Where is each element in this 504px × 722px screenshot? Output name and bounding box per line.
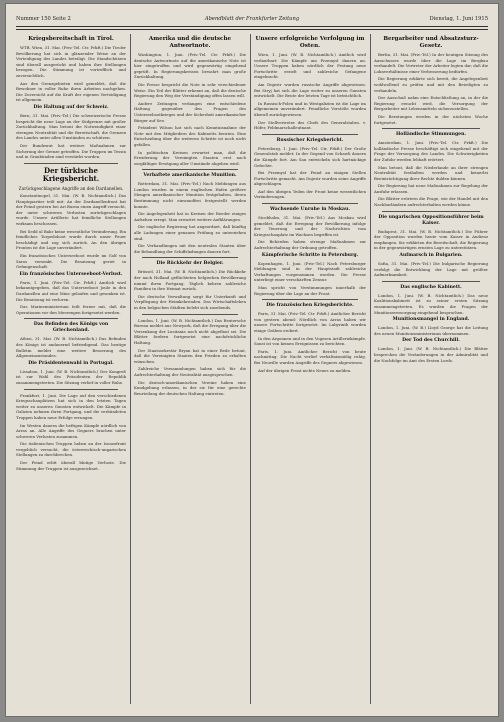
article-paragraph: Paris, 1. Juni. (Priv.-Tel. Ctr. Frkft.) Amtlich wird bekanntgegeben, daß das Unterseeboot Joule in den Dardanellen auf eine Mine gelaufen und gesunken ist. Die Besatzung ist verloren. xyxy=(16,279,126,302)
article-paragraph: Die Regierung erklärte sich bereit, die Angelegenheit wohlwollend zu prüfen und mit den Beteiligten zu verhandeln. xyxy=(374,76,488,93)
article-paragraph: In Russisch-Polen und in Westgalizien ist die Lage im allgemeinen unverändert. Feindliche Vorstöße wurden überall zurückgewiesen. xyxy=(254,100,366,117)
article-paragraph: Brüssel, 31. Mai. (W. B. Nichtamtlich.) Die Rückkehr der nach Holland geflüchteten belgischen Bevölkerung nimmt ihren Fortgang. Täglich kehren zahlreiche Familien in ihre Heimat zurück. xyxy=(134,269,246,292)
article-headline: Ein französisches Unterseeboot-Verlust. xyxy=(19,271,123,277)
article-paragraph: Die Regierung hat neue Maßnahmen zur Regelung der Ausfuhr erlassen. xyxy=(374,183,488,194)
article-paragraph: Bei Przemysl hat der Feind an einigen Stellen Fortschritte gemacht. Am Dnjestr wurden seine Angriffe abgeschlagen. xyxy=(254,170,366,187)
article-paragraph: Das Marineministerium teilt ferner mit, daß die Operationen vor den Meerengen fortgesetzt werden. xyxy=(16,304,126,315)
article-separator xyxy=(382,211,480,212)
article-paragraph: Rotterdam, 31. Mai. (Priv.-Tel.) Nach Meldungen aus London wurden in einem englischen Hafen größere Mengen amerikanischer Munition festgehalten, deren Bestimmung nicht einwandfrei festgestellt werden konnte. xyxy=(134,181,246,209)
column-3 xyxy=(254,34,366,704)
article-subheadline: Zurückgeschlagene Angriffe an den Dardanellen. xyxy=(18,185,124,191)
column-2 xyxy=(134,34,246,704)
article-separator xyxy=(382,128,480,129)
article-paragraph: Auf den übrigen Teilen der Front keine wesentlichen Veränderungen. xyxy=(254,188,366,200)
article-paragraph: Stockholm, 31. Mai. (Priv.-Tel.) Aus Moskau wird gemeldet, daß die Erregung der Bevölkerung infolge der Teuerung und der Nachrichten vom Kriegsschauplatz im Wachsen begriffen ist. xyxy=(254,215,366,237)
article-paragraph: Die Verhandlungen mit den neutralen Staaten über die Behandlung der Schiffsladungen dauern fort. xyxy=(134,243,246,254)
article-paragraph: Ein französisches Unterseeboot wurde im Golf von Saros versenkt. Die Besatzung geriet in Gefangenschaft. xyxy=(16,253,126,270)
article-headline: Der Tod des Churchill. xyxy=(402,338,460,344)
article-separator xyxy=(382,281,480,282)
masthead-rule xyxy=(16,26,488,27)
article-paragraph: Bei Sedd ul Bahr keine wesentliche Veränderung. Ein feindliches Torpedoboot wurde durch unser Feuer beschädigt und zog sich zurück. An den übrigen Fronten ist die Lage unverändert. xyxy=(16,228,126,251)
article-paragraph: Paris, 1. Juni. Amtlicher Bericht von heute nachmittag: Die Nacht verlief verhältnismäßig ruhig. Bei Neuville wurden Angriffe des Gegners abgewiesen. xyxy=(254,348,366,365)
article-paragraph: Sofia, 31. Mai. (Priv.-Tel.) Die bulgarische Regierung verfolgt die Entwicklung der Lage mit größter Aufmerksamkeit. xyxy=(374,261,488,278)
issue-date: Dienstag, 1. Juni 1915 xyxy=(429,16,488,22)
article-paragraph: Washington, 1. Juni. (Priv.-Tel. Ctr. Frkft.) Die deutsche Antwortnote auf die amerikanische Note ist hier eingetroffen und wird gegenwärtig eingehend geprüft. In Regierungskreisen bewahrt man große Zurückhaltung. xyxy=(134,52,246,80)
article-headline: Russischer Kriegsbericht. xyxy=(276,137,344,143)
article-headline: Das englische Kabinett. xyxy=(400,284,462,290)
newspaper-page xyxy=(6,4,498,716)
article-headline: Holländische Stimmungen. xyxy=(395,132,467,138)
article-paragraph: Frankfurt, 1. Juni. Die Lage auf den verschiedenen Kriegsschauplätzen hat sich in den letzten Tagen weiter zu unseren Gunsten entwickelt. Die Kämpfe in Galizien nehmen ihren Fortgang, und die verbündeten Truppen haben neue Erfolge errungen. xyxy=(16,392,126,420)
article-paragraph: London, 1. Juni. (W. B. Nichtamtlich.) Das Reutersche Bureau meldet aus Newyork, daß die Erregung über die Versenkung der Lusitania noch nicht abgeflaut sei. Die Blätter fordern fortgesetzt eine nachdrückliche Haltung. xyxy=(134,317,246,345)
article-paragraph: In politischen Kreisen erwartet man, daß die Erwiderung der Vereinigten Staaten erst nach sorgfältiger Erwägung aller Umstände abgehen wird. xyxy=(134,149,246,166)
article-headline: Unsere erfolgreiche Verfolgung im Osten. xyxy=(255,36,365,49)
masthead-rule-thin xyxy=(16,29,488,30)
article-headline: Aufmarsch in Bulgarien. xyxy=(399,253,463,259)
column-1 xyxy=(16,34,126,704)
article-paragraph: Amsterdam, 1. Juni. (Priv.-Tel. Ctr. Frkft.) Die holländische Presse beschäftigt sich eingehend mit der Frage der Versorgung des Landes. Die Schwierigkeiten der Zufuhr werden lebhaft erörtert. xyxy=(374,140,488,162)
article-headline: Die ungarischen Oppositionsführer beim Kaiser. xyxy=(378,214,484,226)
article-paragraph: Die Angelegenheit hat in Kreisen der Reeder einiges Aufsehen erregt. Man erwartet weitere Aufklärungen. xyxy=(134,211,246,222)
article-paragraph: Andere Zeitungen verlangen eine entschiedene Haltung gegenüber den Fragen des Unterseebootkrieges und der Sicherheit amerikanischer Bürger auf See. xyxy=(134,100,246,123)
article-paragraph: Paris, 31. Mai. (Priv.-Tel. Ctr. Frkft.) Amtlicher Bericht von gestern abend: Nördlich von Arras haben wir unsere Fortschritte fortgesetzt. Im Labyrinth wurden einige Gräben erobert. xyxy=(254,311,366,333)
article-paragraph: Man betont, daß die Niederlande an ihrer strengen Neutralität festhalten werden und keinerlei Beeinträchtigung ihrer Rechte dulden können. xyxy=(374,164,488,181)
article-paragraph: Die italienischen Truppen haben an der Isonzofront vergeblich versucht, die österreichisch-ungarischen Stellungen zu durchbrechen. xyxy=(16,441,126,458)
article-headline: Der türkische Kriegsbericht. xyxy=(42,165,100,184)
article-headline: Verhaftete amerikanische Munition. xyxy=(143,173,237,179)
article-separator xyxy=(262,134,358,135)
article-headline: Die Haltung auf der Schweiz. xyxy=(33,104,109,110)
article-separator xyxy=(142,257,238,258)
article-paragraph: Die deutsch-amerikanischen Vereine haben eine Kundgebung erlassen, in der sie für eine gerechte Beurteilung der deutschen Haltung eintreten. xyxy=(134,379,246,396)
article-headline: Die Präsidentenwahl in Portugal. xyxy=(28,360,114,366)
article-paragraph: Konstantinopel, 31. Mai. (W. B. Nichtamtlich.) Das Hauptquartier teilt mit: An der Dardanellenfront hat der Feind gestern bei Ari Burnu einen Angriff versucht, der unter schweren Verlusten zurückgeschlagen wurde. Unsere Artillerie hat feindliche Stellungen wirksam beschossen. xyxy=(16,193,126,227)
column-4 xyxy=(374,34,488,704)
article-headline: Das Befinden des Königs von Griechenland. xyxy=(33,322,109,334)
article-paragraph: Zahlreiche Versammlungen haben sich für die Aufrechterhaltung der Neutralität ausgesprochen. xyxy=(134,366,246,377)
article-headline: Kämpferische Schritte in Petersburg. xyxy=(261,252,359,258)
article-paragraph: Die Presse bespricht die Note in sehr verschiedener Weise. Ein Teil der Blätter erkennt an, daß die deutsche Regierung den Weg der Verständigung offen lassen will. xyxy=(134,81,246,99)
article-paragraph: Die englische Regierung hat angeordnet, daß künftig alle Ladungen einer genauen Prüfung zu unterziehen sind. xyxy=(134,224,246,241)
article-paragraph: Bern, 31. Mai. (Priv.-Tel.) Die schweizerische Presse bespricht die neue Lage an der Südgrenze mit großer Zurückhaltung. Man betont die Notwendigkeit einer strengen Neutralität und die Bereitschaft, die Grenzen des Landes unter allen Umständen zu schützen. xyxy=(16,112,126,141)
article-paragraph: London, 1. Juni. (W. B.) Lloyd George hat die Leitung des neuen Munitionsministeriums übernommen. xyxy=(374,325,488,336)
article-paragraph: Budapest, 31. Mai. (W. B. Nichtamtlich.) Die Führer der Opposition wurden heute vom Kaiser in Audienz empfangen. Sie erklärten die Bereitschaft, die Regierung in der gegenwärtigen ernsten Lage zu unterstützen. xyxy=(374,228,488,251)
article-paragraph: Die Beratungen werden in der nächsten Woche fortgesetzt. xyxy=(374,113,488,125)
article-paragraph: Präsident Wilson hat sich nach Kenntnisnahme der Note mit den Mitgliedern des Kabinetts beraten. Eine Entscheidung über die weiteren Schritte ist noch nicht gefallen. xyxy=(134,125,246,147)
article-paragraph: Am Dnjestr wurden russische Angriffe abgewiesen. Bei Stryj hat sich die Lage weiter zu unseren Gunsten entwickelt. Die Beute der letzten Tage ist beträchtlich. xyxy=(254,81,366,99)
article-separator xyxy=(24,389,118,390)
article-paragraph: Die Behörden haben strenge Maßnahmen zur Aufrechterhaltung der Ordnung getroffen. xyxy=(254,239,366,251)
article-separator xyxy=(262,203,358,204)
article-headline: Die Rückkehr der Belgier. xyxy=(156,261,224,267)
article-paragraph: Wien, 1. Juni. (W. B. Nichtamtlich.) Amtlich wird verlautbart: Die Kämpfe um Przemysl dauern an. Unsere Truppen haben nördlich der Festung neue Fortschritte erzielt und zahlreiche Gefangene eingebracht. xyxy=(254,52,366,80)
article-headline: Munitionsmangel in England. xyxy=(392,317,470,323)
column-divider xyxy=(250,34,251,704)
article-paragraph: In den Argonnen und in den Vogesen Artilleriekämpfe. Sonst ist von keinen Ereignissen zu berichten. xyxy=(254,335,366,347)
article-separator xyxy=(142,169,238,170)
article-paragraph: Der Bundesrat hat weitere Maßnahmen zur Sicherung der Grenze getroffen. Die Truppen im Tessin und in Graubünden sind verstärkt worden. xyxy=(16,142,126,160)
article-paragraph: Im Westen dauern die heftigen Kämpfe nördlich von Arras an. Alle Angriffe des Gegners brachen unter schweren Verlusten zusammen. xyxy=(16,422,126,439)
article-paragraph: Der Ausschuß nahm eine Entschließung an, in der die Regierung ersucht wird, die Versorgung der Bergarbeiter mit Lebensmitteln sicherzustellen. xyxy=(374,95,488,112)
article-paragraph: Petersburg, 1. Juni. (Priv.-Tel. Ctr. Frkft.) Der Große Generalstab meldet: In der Gegend von Schawli dauern die Kämpfe fort. Am San entwickeln sich hartnäckige Gefechte. xyxy=(254,145,366,168)
article-paragraph: Der Staatssekretär Bryan hat in einer Rede betont, daß die Vereinigten Staaten den Frieden zu erhalten wünschen. xyxy=(134,347,246,364)
article-separator xyxy=(262,299,358,300)
article-headline: Amerika und die deutsche Antwortnote. xyxy=(148,36,232,49)
column-divider xyxy=(370,34,371,704)
article-separator xyxy=(142,314,238,315)
article-paragraph: Man spricht von Verstimmungen innerhalb der Regierung über die Lage an der Front. xyxy=(254,285,366,296)
article-paragraph: Lissabon, 1. Juni. (W. B. Nichtamtlich.) Der Kongreß ist zur Wahl des Präsidenten der Republik zusammengetreten. Die Sitzung verlief in voller Ruhe. xyxy=(16,368,126,385)
article-headline: Die französischen Kriegsberichte. xyxy=(266,303,354,309)
issue-number: Nummer 150 Seite 2 xyxy=(16,16,71,22)
article-paragraph: London, 1. Juni. (W. B. Nichtamtlich.) Das neue Koalitionskabinett ist zu seiner ersten Sitzung zusammengetreten. Es wurden die Fragen der Munitionsversorgung eingehend besprochen. xyxy=(374,292,488,315)
article-headline: Bergarbeiter und Absatzsturz-Gesetz. xyxy=(383,36,479,49)
article-paragraph: Die Blätter erörtern die Frage, wie der Handel mit den Nachbarländern aufrechterhalten werden könne. xyxy=(374,196,488,208)
newspaper-title: Abendblatt der Frankfurter Zeitung xyxy=(204,16,300,22)
article-separator xyxy=(24,163,118,164)
article-paragraph: Berlin, 31. Mai. (Priv.-Tel.) In der heutigen Sitzung des Ausschusses wurde über die Lage im Bergbau verhandelt. Die Vertreter der Arbeiter legten dar, daß die Lohnverhältnisse einer Verbesserung bedürfen. xyxy=(374,52,488,74)
article-paragraph: Der Stellvertreter des Chefs des Generalstabes. v. Höfer, Feldmarschalleutnant. xyxy=(254,119,366,131)
article-headline: Kriegsbereitschaft in Tirol. xyxy=(28,36,114,42)
article-paragraph: Der Feind erlitt überall blutige Verluste. Die Stimmung der Truppen ist ausgezeichnet. xyxy=(16,460,126,471)
article-paragraph: Aus den Grenzgebieten wird gemeldet, daß die Bewohner in voller Ruhe ihren Arbeiten nachgehen. Die Zuversicht auf die Kraft der eigenen Verteidigung ist allgemein. xyxy=(16,80,126,103)
article-headline: Wachsende Unruhe in Moskau. xyxy=(270,207,350,213)
article-paragraph: London, 1. Juni. (W. B. Nichtamtlich.) Die Blätter besprechen die Veränderungen in der Admiralität und die Nachfolge im Amt des Ersten Lords. xyxy=(374,346,488,363)
article-paragraph: Auf der übrigen Front nichts Neues zu melden. xyxy=(258,367,352,373)
article-paragraph: Die deutsche Verwaltung sorgt für Unterkunft und Verpflegung der Heimkehrenden. Das Wirtschaftsleben in den belgischen Städten belebt sich zusehends. xyxy=(134,293,246,310)
article-paragraph: Athen, 31. Mai. (W. B. Nichtamtlich.) Das Befinden des Königs ist andauernd befriedigend. Das heutige Bulletin meldet eine weitere Besserung des Allgemeinzustandes. xyxy=(16,336,126,359)
column-divider xyxy=(130,34,131,704)
article-paragraph: WTB. Wien, 31. Mai. (Priv.-Tel. Ctr. Frkft.) Die Tiroler Bevölkerung hat sich in glänzender Weise an der Verteidigung des Landes beteiligt. Die Standschützen sind überall ausgerückt und haben ihre Stellungen bezogen. Die Stimmung ist vortrefflich und zuversichtlich. xyxy=(16,45,126,78)
article-separator xyxy=(24,318,118,319)
article-paragraph: Kopenhagen, 1. Juni. (Priv.-Tel.) Nach Petersburger Meldungen sind in der Hauptstadt zahlreiche Verhaftungen vorgenommen worden. Die Presse unterliegt einer verschärften Zensur. xyxy=(254,260,366,283)
